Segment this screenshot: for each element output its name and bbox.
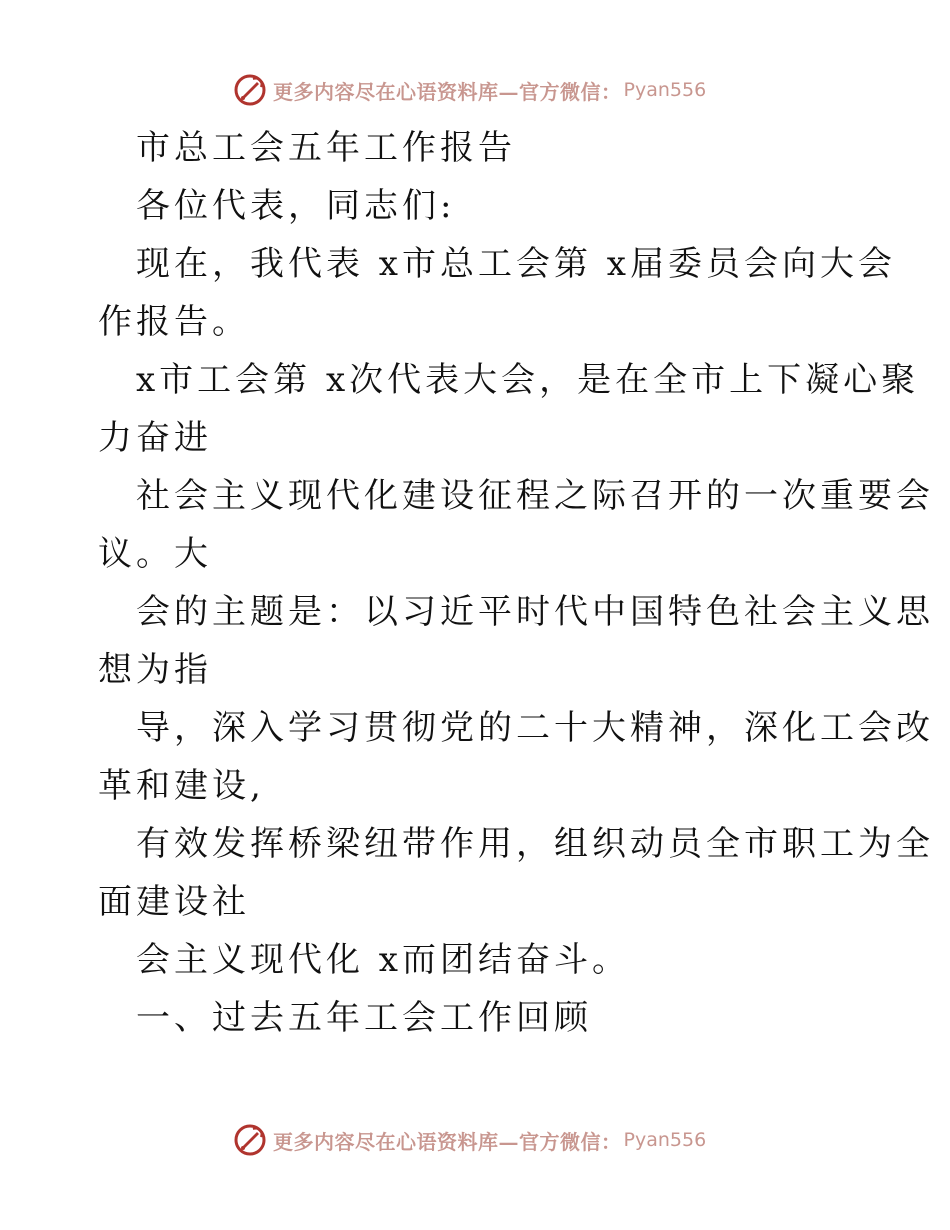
paragraph-line: 导，深入学习贯彻党的二十大精神，深化工会改 bbox=[136, 708, 934, 748]
paragraph-line: 面建设社 bbox=[98, 882, 250, 922]
watermark-id: Pyan556 bbox=[623, 1129, 707, 1151]
paragraph-line: 作报告。 bbox=[98, 302, 250, 342]
footer-watermark bbox=[233, 1120, 706, 1160]
document-title: 市总工会五年工作报告 bbox=[136, 128, 516, 168]
paragraph-line: 会的主题是：以习近平时代中国特色社会主义思 bbox=[136, 592, 934, 632]
section-heading: 一、过去五年工会工作回顾 bbox=[136, 998, 592, 1038]
paragraph-line: x市工会第 x次代表大会，是在全市上下凝心聚 bbox=[136, 360, 920, 400]
paragraph-line: 现在，我代表 x市总工会第 x届委员会向大会 bbox=[136, 244, 896, 284]
salutation: 各位代表，同志们: bbox=[136, 186, 456, 226]
paragraph-line: 革和建设, bbox=[98, 766, 265, 806]
watermark-id: Pyan556 bbox=[623, 79, 707, 101]
quill-pen-seal-icon bbox=[233, 1123, 267, 1157]
paragraph-line: 社会主义现代化建设征程之际召开的一次重要会 bbox=[136, 476, 934, 516]
header-watermark bbox=[233, 70, 706, 110]
watermark-text: 更多内容尽在心语资料库—官方微信： bbox=[273, 79, 622, 104]
quill-pen-seal-icon bbox=[233, 73, 267, 107]
paragraph-line: 力奋进 bbox=[98, 418, 212, 458]
paragraph-line: 想为指 bbox=[98, 650, 212, 690]
paragraph-line: 有效发挥桥梁纽带作用，组织动员全市职工为全 bbox=[136, 824, 934, 864]
paragraph-line: 会主义现代化 x而团结奋斗。 bbox=[136, 940, 630, 980]
watermark-text: 更多内容尽在心语资料库—官方微信： bbox=[273, 1129, 622, 1154]
paragraph-line: 议。大 bbox=[98, 534, 212, 574]
